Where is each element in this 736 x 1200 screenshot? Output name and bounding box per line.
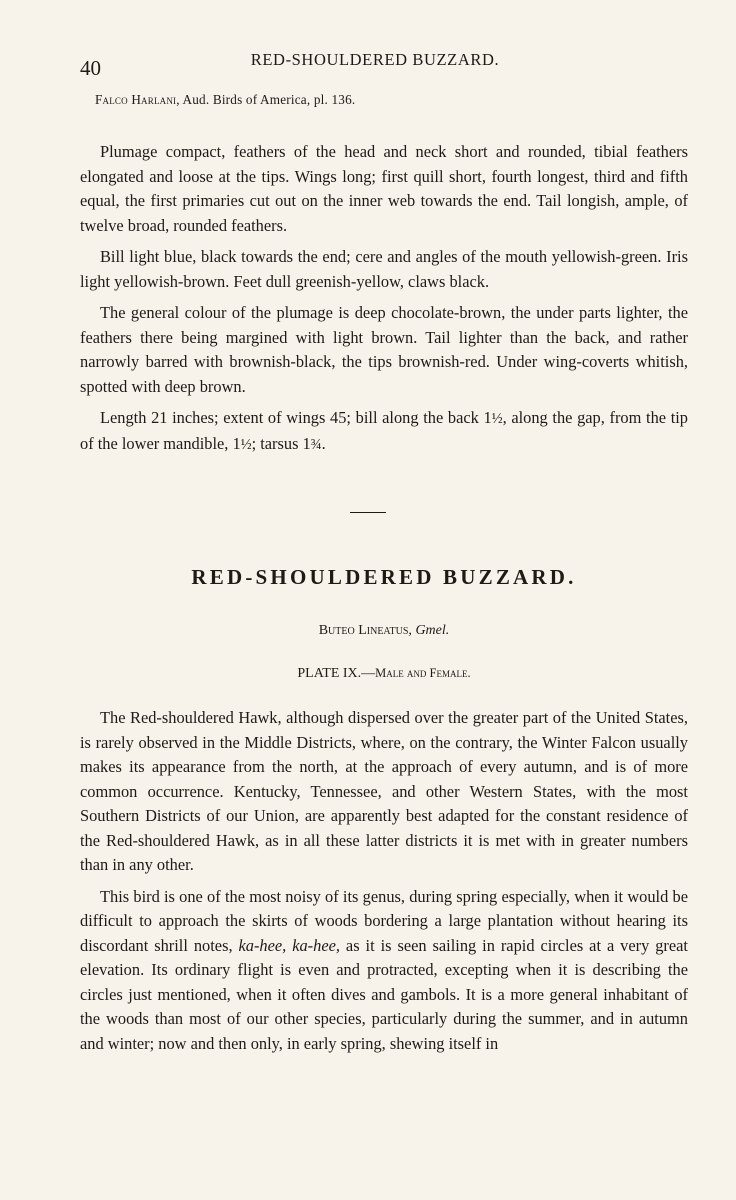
synonym-reference: Aud. Birds of America, pl. 136. <box>179 92 356 107</box>
synonym-name: Falco Harlani, <box>95 92 180 107</box>
plate-caption: PLATE IX.—Male and Female. <box>297 666 471 681</box>
measurements-paragraph: Length 21 inches; extent of wings 45; bill along the back 1½, along the gap, from the tip of the lower mandible, 1½; tarsus 1¾. <box>80 408 688 453</box>
description-block <box>80 140 688 457</box>
running-title: RED-SHOULDERED BUZZARD. <box>250 50 500 69</box>
body-paragraph: This bird is one of the most noisy of its genus, during spring especially, when it would be difficult to approach the skirts of woods bordering a large plantation without hearing its discordant shrill notes, ka-hee, ka-hee, as it is seen sailing in rapid circles at a very great elevation. Its ordinary flight is even and protracted, excepting when it is describing the circles just mentioned, when it often dives and gambols. It is a more general inhabitant of the woods than most of our other species, particularly during the summer, and in autumn and winter; now and then only, in early spring, shewing itself in <box>80 886 688 1053</box>
description-paragraph: Plumage compact, feathers of the head and neck short and rounded, tibial feathers elongated and loose at the tips. Wings long; first quill short, fourth longest, third and fifth equal, the first primaries cut out on the inner web towards the end. Tail longish, ample, of twelve broad, rounded feathers. <box>80 142 688 235</box>
species-name: Buteo Lineatus, Gmel. <box>318 623 450 638</box>
description-paragraph: Bill light blue, black towards the end; cere and angles of the mouth yellowish-green. Iris light yellowish-brown. Feet dull greenish-yellow, claws black. <box>80 247 688 291</box>
body-text <box>80 706 688 1056</box>
section-title: RED-SHOULDERED BUZZARD. <box>191 565 577 589</box>
synonym-citation <box>95 92 355 108</box>
description-paragraph: The general colour of the plumage is deep chocolate-brown, the under parts lighter, the feathers there being margined with light brown. Tail lighter than the back, and rather narrowly barred with brownish-black, the tips brownish-red. Under wing-coverts whitish, spotted with deep brown. <box>80 303 688 396</box>
page-header <box>80 50 640 80</box>
page-number: 40 <box>80 56 101 80</box>
section-divider <box>350 512 386 513</box>
bird-call: ka-hee, ka-hee, <box>238 935 340 955</box>
body-paragraph: The Red-shouldered Hawk, although dispersed over the greater part of the United States, is rarely observed in the Middle Districts, where, on the contrary, the Winter Falcon usually makes its appearance from the north, at the approach of every autumn, and is of more common occurrence. Kentucky, Tennessee, and other Western States, with the most Southern Districts of our Union, are apparently best adapted for the constant residence of the Red-shouldered Hawk, as in all these latter districts it is met with in greater numbers than in any other. <box>80 708 688 874</box>
